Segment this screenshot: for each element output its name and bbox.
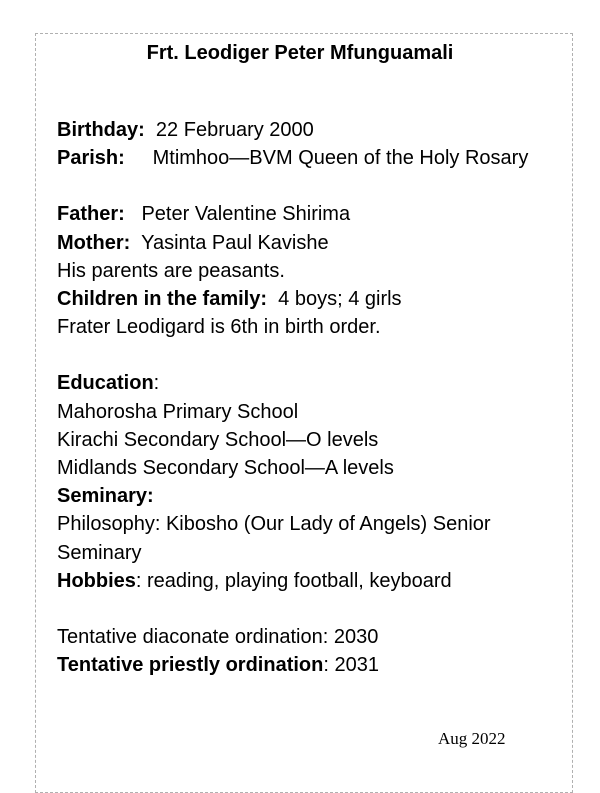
school-item: Midlands Secondary School—A levels — [57, 457, 394, 480]
school-item: Kirachi Secondary School—O levels — [57, 428, 379, 451]
birthday-value: 22 February 2000 — [155, 119, 314, 141]
profile-content — [57, 116, 577, 679]
hobbies-row — [57, 567, 577, 595]
seminary-label: Seminary: — [57, 485, 154, 508]
seminary-philosophy: Philosophy: Kibosho (Our Lady of Angels) Senior Seminary — [57, 513, 491, 564]
hobbies-value: : reading, playing football, keyboard — [135, 569, 452, 592]
hobbies-label: Hobbies — [57, 569, 136, 592]
children-row — [57, 285, 577, 313]
birth-order: Frater Leodigard is 6th in birth order. — [57, 316, 381, 339]
priestly-label: Tentative priestly ordination — [57, 654, 324, 677]
education-row — [57, 369, 577, 397]
parish-value: Mtimhoo—BVM Queen of the Holy Rosary — [152, 147, 529, 170]
children-label: Children in the family: — [57, 288, 268, 311]
spacer — [57, 595, 577, 623]
education-colon: : — [153, 372, 160, 395]
parents-note: His parents are peasants. — [57, 259, 285, 282]
mother-row — [57, 229, 577, 257]
diaconate-row: Tentative diaconate ordination: 2030 — [57, 626, 379, 649]
spacer — [57, 341, 577, 369]
children-value: 4 boys; 4 girls — [278, 288, 402, 311]
mother-value: Yasinta Paul Kavishe — [141, 231, 329, 254]
spacer — [57, 172, 577, 200]
parish-label: Parish: — [57, 147, 125, 170]
mother-label: Mother: — [57, 231, 131, 254]
father-label: Father: — [57, 203, 125, 226]
birthday-row — [57, 116, 577, 144]
priestly-row — [57, 651, 577, 679]
birthday-label: Birthday: — [57, 119, 145, 141]
education-label: Education — [57, 372, 154, 395]
father-value: Peter Valentine Shirima — [141, 203, 351, 226]
document-date: Aug 2022 — [438, 729, 506, 748]
parish-row — [57, 144, 577, 172]
priestly-value: : 2031 — [323, 654, 379, 677]
seminary-row — [57, 482, 577, 510]
father-row — [57, 200, 577, 228]
school-item: Mahorosha Primary School — [57, 400, 299, 423]
page-title: Frt. Leodiger Peter Mfunguamali — [146, 42, 454, 64]
